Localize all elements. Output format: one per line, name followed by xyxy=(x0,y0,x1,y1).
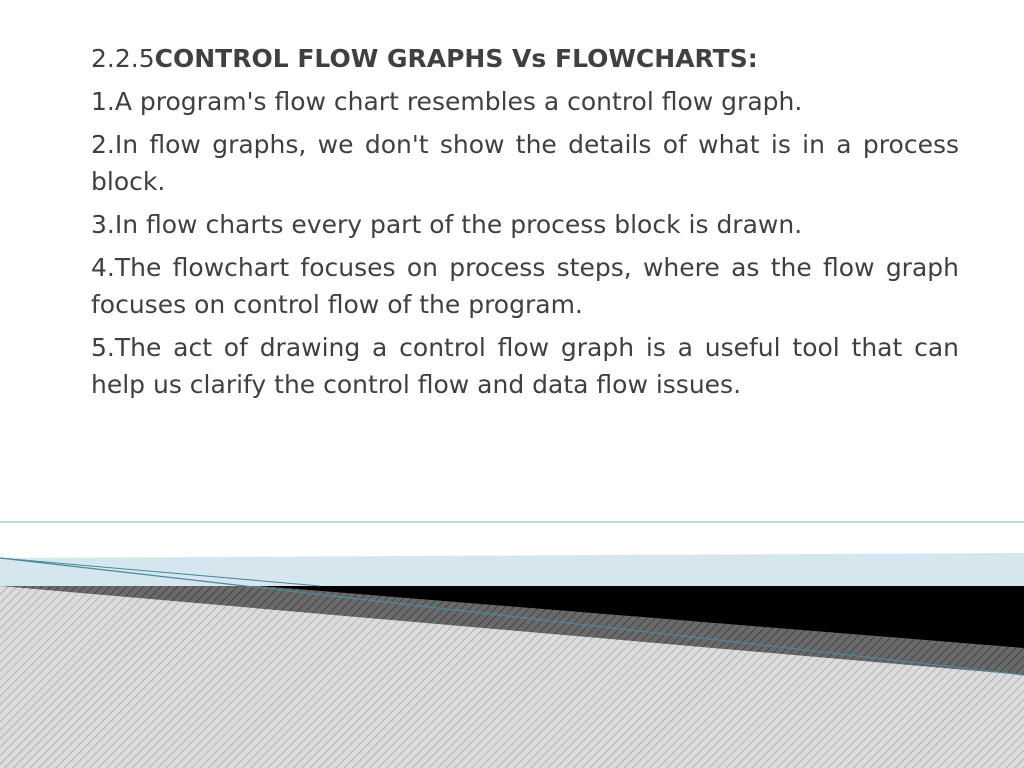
slide-body xyxy=(91,40,959,409)
point-3: 3.In flow charts every part of the process block is drawn. xyxy=(91,210,803,239)
point-5: 5.The act of drawing a control flow graph is a useful tool that can help us clarify the control flow and data flow issues. xyxy=(91,333,959,399)
light-blue-band xyxy=(0,553,1024,586)
heading-number: 2.2.5 xyxy=(91,44,155,73)
heading-title: CONTROL FLOW GRAPHS Vs FLOWCHARTS: xyxy=(154,44,758,73)
point-2: 2.In flow graphs, we don't show the details of what is in a process block. xyxy=(91,130,959,196)
slide-heading xyxy=(91,40,959,77)
point-4: 4.The flowchart focuses on process steps, where as the flow graph focuses on control flow of the program. xyxy=(91,253,959,319)
point-1: 1.A program's flow chart resembles a control flow graph. xyxy=(91,87,803,116)
